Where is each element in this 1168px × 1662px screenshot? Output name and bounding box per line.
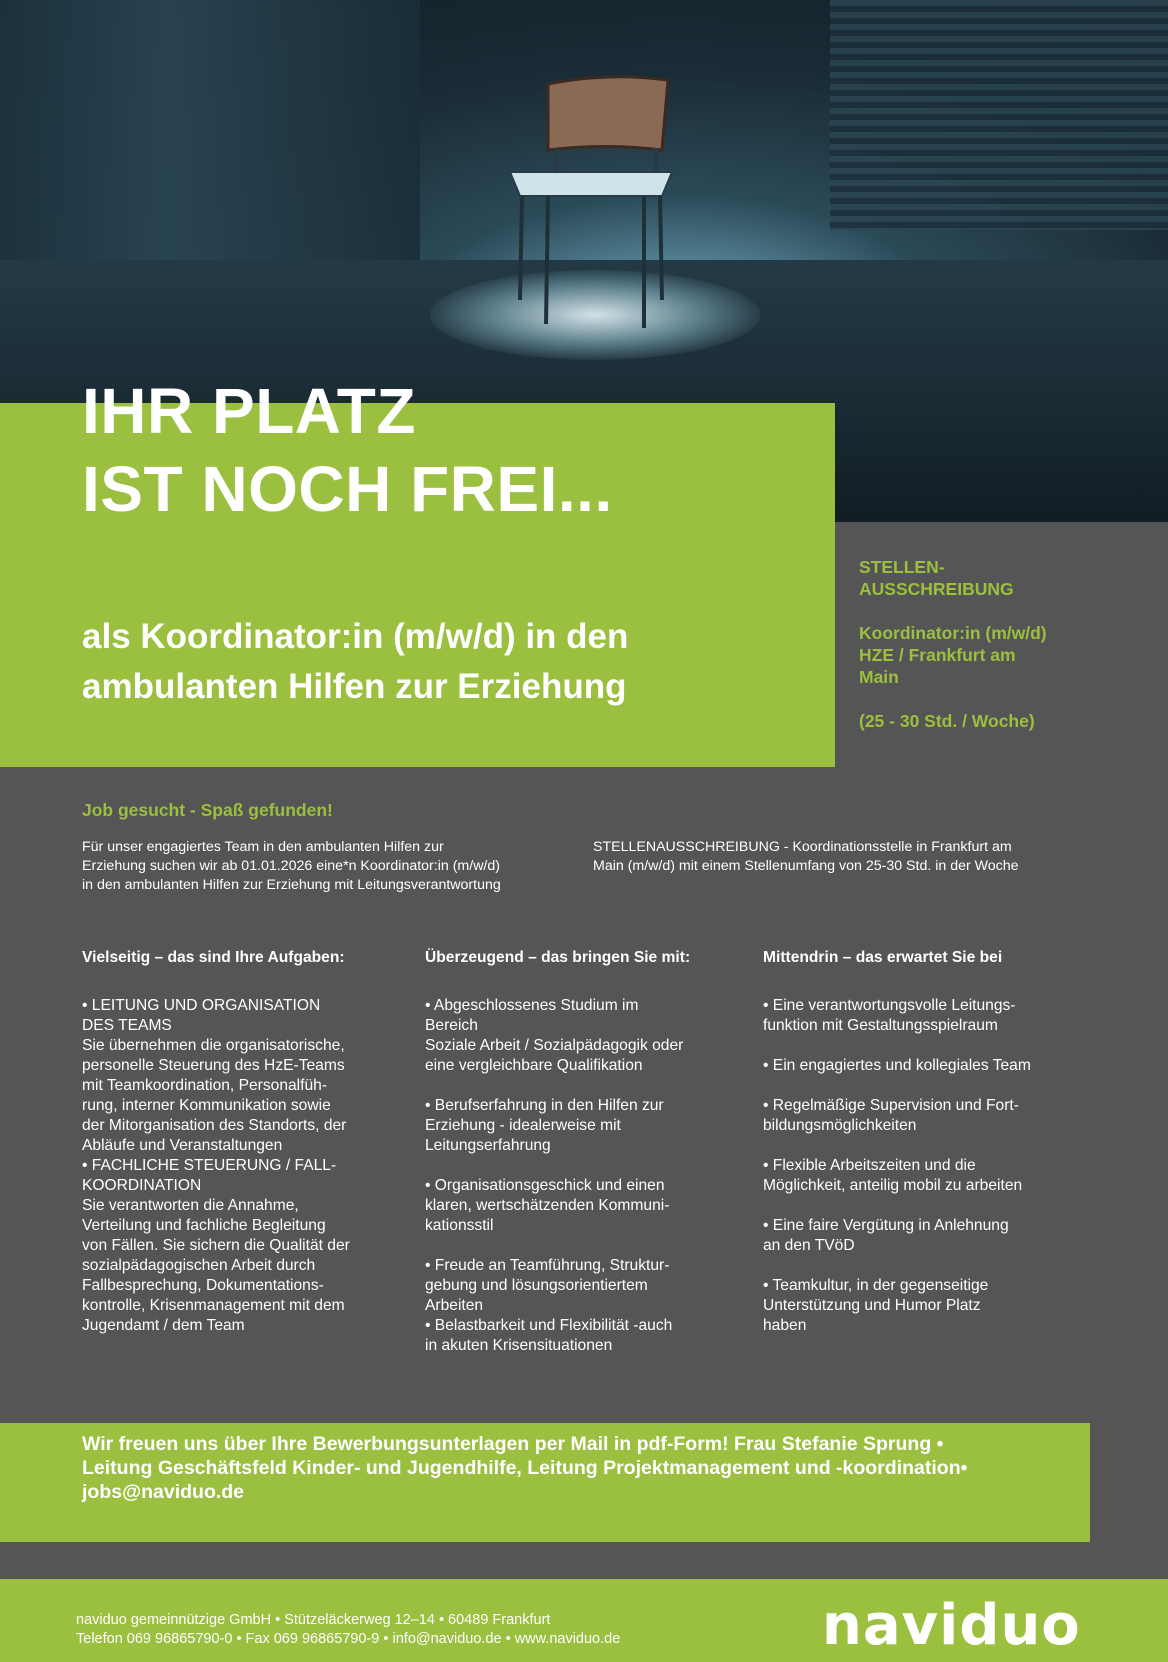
list-item: • Eine faire Vergütung in Anlehnung an den TVöD: [763, 1217, 1009, 1254]
job-summary-box: [859, 556, 1139, 732]
list-item: • Flexible Arbeitszeiten und die Möglichkeit, anteilig mobil zu arbeiten: [763, 1157, 1023, 1194]
list-item: • Berufserfahrung in den Hilfen zur Erziehung - idealerweise mit Leitungserfahrung: [425, 1097, 664, 1154]
list-item: • Ein engagiertes und kollegiales Team: [763, 1057, 1031, 1074]
list-item: • Organisationsgeschick und einen klaren, wertschätzenden Kommuni- kationsstil: [425, 1177, 670, 1234]
list-item: • Regelmäßige Supervision und Fort- bildungsmöglichkeiten: [763, 1097, 1019, 1134]
list-item: • FACHLICHE STEUERUNG / FALL- KOORDINATION Sie verantworten die Annahme, Verteilung und fachliche Begleitung von Fällen. Sie sichern die Qualität der sozialpädagogischen Arbeit durch Fallbesprechung, Dokumentations- kontrolle, Krisenmanagement mit dem Jugendamt / dem Team: [82, 1157, 350, 1334]
slogan: Job gesucht - Spaß gefunden!: [82, 800, 333, 820]
list-item: • Belastbarkeit und Flexibilität -auch in akuten Krisensituationen: [425, 1317, 673, 1354]
intro-right: STELLENAUSSCHREIBUNG - Koordinationsstelle in Frankfurt am Main (m/w/d) mit einem Stellenumfang von 25-30 Std. in der Woche: [593, 839, 1019, 874]
page-headline: IHR PLATZ IST NOCH FREI...: [82, 375, 613, 525]
summary-label: STELLEN- AUSSCHREIBUNG: [859, 557, 1014, 599]
tasks-column: [82, 948, 402, 1336]
job-subtitle: als Koordinator:in (m/w/d) in den ambulanten Hilfen zur Erziehung: [82, 617, 629, 706]
application-text: Wir freuen uns über Ihre Bewerbungsunterlagen per Mail in pdf-Form! Frau Stefanie Sprung • Leitung Geschäftsfeld Kinder- und Jugendhilfe, Leitung Projektmanagement und -koordination• jobs@naviduo.de: [82, 1433, 968, 1503]
summary-hours: (25 - 30 Std. / Woche): [859, 711, 1035, 731]
naviduo-logo: naviduo: [822, 1593, 1081, 1658]
offers-column: [763, 948, 1083, 1356]
list-item: • Eine verantwortungsvolle Leitungs- funktion mit Gestaltungsspielraum: [763, 997, 1016, 1034]
intro-left: Für unser engagiertes Team in den ambulanten Hilfen zur Erziehung suchen wir ab 01.01.2026 eine*n Koordinator:in (m/w/d) in den ambulanten Hilfen zur Erziehung mit Leitungsverantwortung: [82, 839, 501, 893]
list-item: • Abgeschlossenes Studium im Bereich Soziale Arbeit / Sozialpädagogik oder eine vergleichbare Qualifikation: [425, 997, 684, 1074]
list-item: • Teamkultur, in der gegenseitige Unterstützung und Humor Platz haben: [763, 1277, 989, 1334]
requirements-heading: Überzeugend – das bringen Sie mit:: [425, 949, 691, 966]
list-item: • LEITUNG UND ORGANISATION DES TEAMS Sie übernehmen die organisatorische, personelle Steuerung des HzE-Teams mit Teamkoordination, Personalfüh- rung, interner Kommunikation sowie der Mitorganisation des Standorts, der Abläufe und Veranstaltungen: [82, 997, 347, 1154]
requirements-column: [425, 948, 745, 1376]
application-banner: [0, 1423, 1090, 1542]
tasks-heading: Vielseitig – das sind Ihre Aufgaben:: [82, 949, 345, 966]
footer-address: naviduo gemeinnützige GmbH • Stützeläckerweg 12–14 • 60489 Frankfurt Telefon 069 96865790-0 • Fax 069 96865790-9 • info@naviduo.de • www.naviduo.de: [76, 1612, 621, 1647]
summary-position: Koordinator:in (m/w/d) HZE / Frankfurt am Main: [859, 623, 1047, 687]
footer: [0, 1579, 1168, 1662]
offers-heading: Mittendrin – das erwartet Sie bei: [763, 949, 1003, 966]
list-item: • Freude an Teamführung, Struktur- gebung und lösungsorientiertem Arbeiten: [425, 1257, 670, 1314]
